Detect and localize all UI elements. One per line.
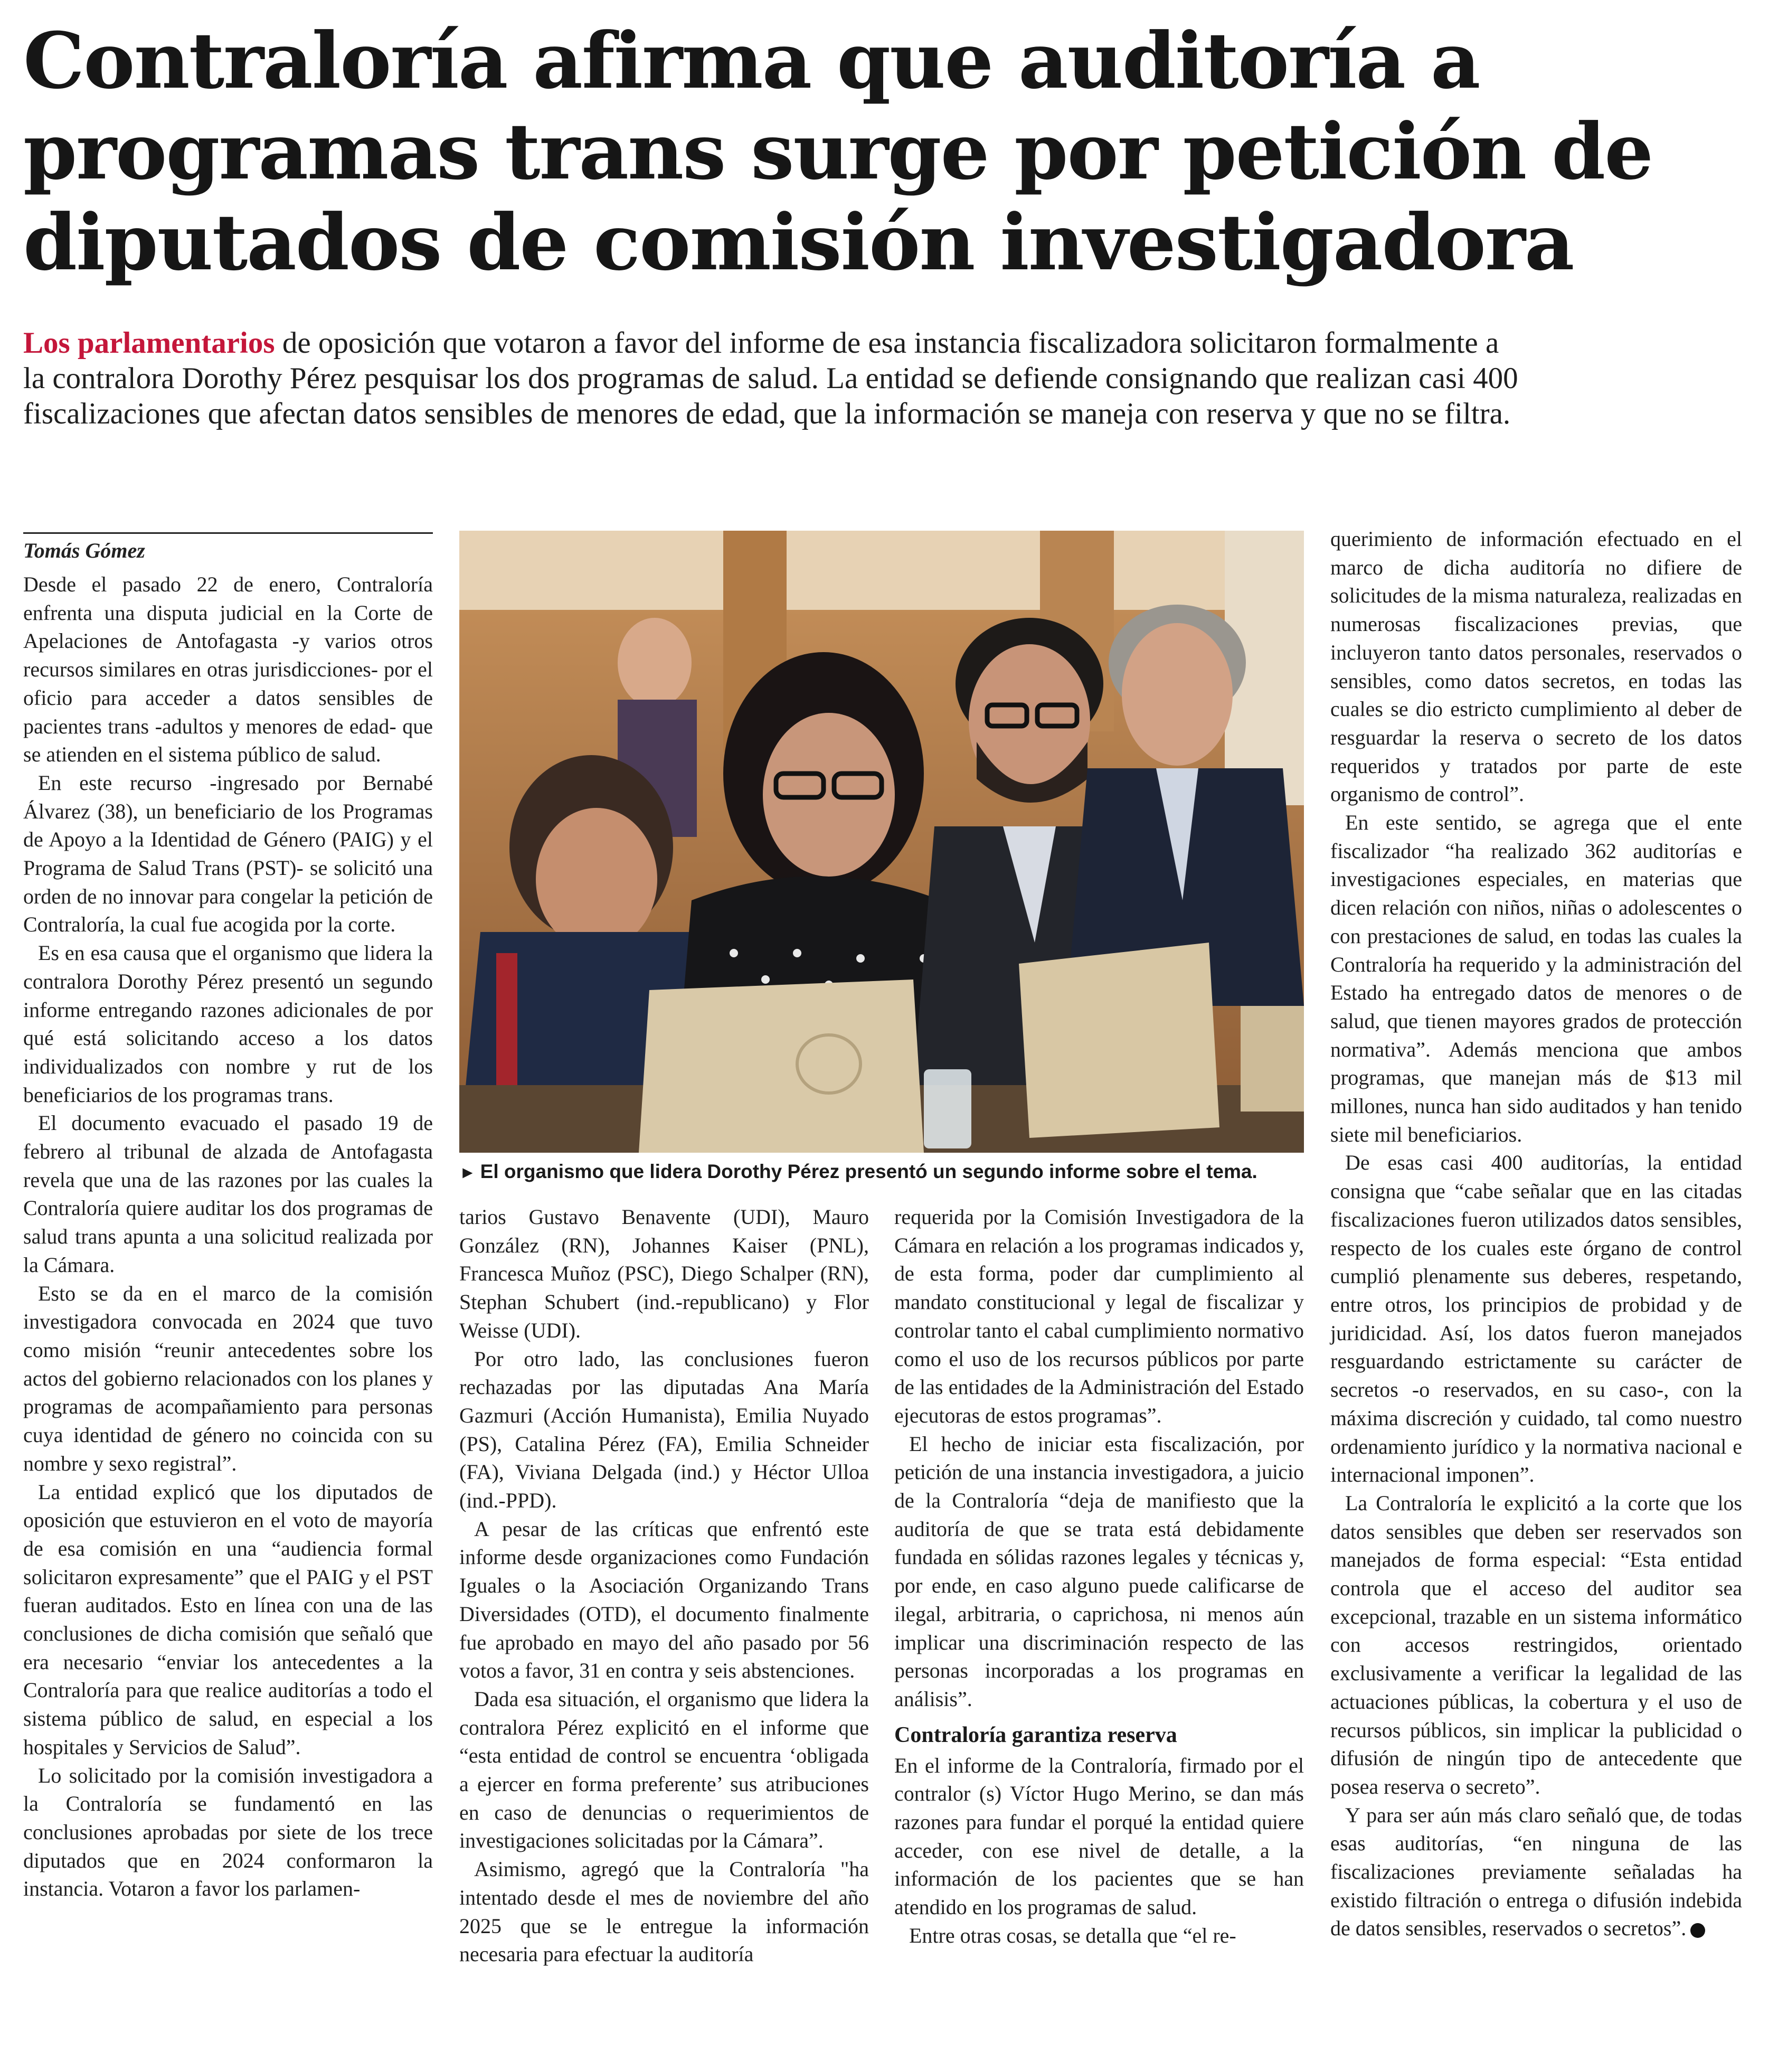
paragraph: Dada esa situación, el organismo que lidera la contralora Pérez explicitó en el informe que “esta entidad de control se encuentra ‘obligada a ejercer en forma preferente’ sus atribuciones en caso de denuncias o requerimientos de investigaciones solicitadas por la Cámara”. [459,1687,869,1853]
news-photo [459,531,1304,1153]
photo-illustration [459,531,1304,1153]
paragraph: requerida por la Comisión Investigadora de la Cámara en relación a los programas indicados y, de esta forma, poder dar cumplimiento al mandato constitucional y legal de fiscalizar y controlar tanto el cabal cumplimiento normativo como el uso de los recursos públicos por parte de las entidades de la Administración del Estado ejecutoras de estos programas”. [894,1205,1304,1427]
paragraph: El hecho de iniciar esta fiscalización, por petición de una instancia investigadora, a juicio de la Contraloría “deja de manifiesto que la auditoría de que se trata está debidamente fundada en sólidas razones legales y técnicas y, por ende, en caso alguno puede calificarse de ilegal, arbitraria, o caprichosa, ni menos aún implicar una discriminación respecto de las personas incorporadas a los programas en análisis”. [894,1431,1304,1711]
paragraph: La Contraloría le explicitó a la corte que los datos sensibles que deben ser reservados son manejados de forma especial: “Esta entidad controla que el acceso del auditor sea excepcional, trazable en un sistema informático con accesos restringidos, orientado exclusivamente a verificar la legalidad de las actuaciones públicas, la cobertura y el uso de recursos públicos, sin implicar la publicidad o difusión de ningún tipo de antecedente que posea reserva o secreto”. [1330,1491,1742,1798]
column-4 [1330,525,1742,1943]
column-2 [459,1203,869,1969]
paragraph: La entidad explicó que los diputados de oposición que estuvieron en el voto de mayoría de esa comisión en una “audiencia formal solicitaron expresamente” que el PAIG y el PST fueran auditados. Esto en línea con una de las conclusiones de dicha comisión que señaló que era necesario “enviar los antecedentes a la Contraloría para que realice auditorías a todo el sistema público de salud, en especial a los hospitales y Servicios de Salud”. [23,1480,433,1759]
paragraph-text: Y para ser aún más claro señaló que, de todas esas auditorías, “en ninguna de las fiscalizaciones previamente señaladas ha existido filtración o entrega o difusión indebida de datos sensibles, reservados o secretos”. [1330,1803,1742,1941]
paragraph: A pesar de las críticas que enfrentó este informe desde organizaciones como Fundación Iguales o la Asociación Organizando Trans Diversidades (OTD), el documento finalmente fue aprobado en mayo del año pasado por 56 votos a favor, 31 en contra y seis abstenciones. [459,1517,869,1683]
column-3 [894,1203,1304,1950]
lead-line [23,325,1760,361]
section-subheading: Contraloría garantiza reserva [894,1722,1177,1747]
lead-line: la contralora Dorothy Pérez pesquisar los dos programas de salud. La entidad se defiende consignando que realizan casi 400 [23,362,1518,395]
lead-line: fiscalizaciones que afectan datos sensibles de menores de edad, que la información se maneja con reserva y que no se filtra. [23,397,1511,430]
paragraph: Es en esa causa que el organismo que lidera la contralora Dorothy Pérez presentó un segundo informe entregando razones adicionales de por qué está solicitando acceso a los datos individualizados con nombre y rut de los beneficiarios de los programas trans. [23,941,433,1107]
caption-triangle-icon: ► [459,1163,476,1182]
byline-rule [23,532,433,534]
headline-line: diputados de comisión investigadora [23,197,1574,288]
paragraph: Lo solicitado por la comisión investigadora a la Contraloría se fundamentó en las conclusiones aprobadas por siete de los trece diputados que en 2024 conformaron la instancia. Votaron a favor los parlamen- [23,1763,433,1901]
paragraph: El documento evacuado el pasado 19 de febrero al tribunal de alzada de Antofagasta revela que una de las razones por las cuales la Contraloría quiere auditar los dos programas de salud trans apunta a una solicitud realizada por la Cámara. [23,1111,433,1277]
headline-line: programas trans surge por petición de [23,107,1653,197]
lead-kicker: Los parlamentarios [23,326,275,360]
paragraph: Esto se da en el marco de la comisión investigadora convocada en 2024 que tuvo como misión “reunir antecedentes sobre los actos del gobierno relacionados con los planes y programas de acompañamiento para personas cuya identidad de género no coincida con su nombre y sexo registral”. [23,1281,433,1475]
paragraph: En este recurso -ingresado por Bernabé Álvarez (38), un beneficiario de los Programas de Apoyo a la Identidad de Género (PAIG) y el Programa de Salud Trans (PST)- se solicitó una orden de no innovar para congelar la petición de Contraloría, la cual fue acogida por la corte. [23,770,433,937]
photo-caption [459,1160,1304,1184]
lead-paragraph [23,325,1760,431]
paragraph: De esas casi 400 auditorías, la entidad consigna que “cabe señalar que en las citadas fiscalizaciones fueron utilizados datos sensibles, respecto de los cuales este órgano de control cumplió plenamente sus deberes, respetando, entre otros, los principios de probidad y de juridicidad. Así, los datos fueron manejados resguardando estrictamente su carácter de secretos -o reservados, en su caso-, con la máxima discreción y cuidado, tal como nuestro ordenamiento jurídico y la normativa nacional e internacional imponen”. [1330,1151,1742,1487]
paragraph: Entre otras cosas, se detalla que “el re- [909,1923,1236,1947]
headline [23,16,1755,288]
end-of-article-icon [1690,1923,1705,1938]
paragraph [1330,1801,1742,1943]
paragraph: Por otro lado, las conclusiones fueron rechazadas por las diputadas Ana María Gazmuri (Acción Humanista), Emilia Nuyado (PS), Catalina Pérez (FA), Emilia Schneider (FA), Viviana Delgada (ind.) y Héctor Ulloa (ind.-PPD). [459,1346,869,1513]
paragraph: Asimismo, agregó que la Contraloría "ha intentado desde el mes de noviembre del año 2025 que se le entregue la información necesaria para efectuar la auditoría [459,1857,869,1966]
lead-line1-rest: de oposición que votaron a favor del informe de esa instancia fiscalizadora solicitaron formalmente a [275,326,1499,360]
paragraph: Desde el pasado 22 de enero, Contraloría enfrenta una disputa judicial en la Corte de Apelaciones de Antofagasta -y varios otros recursos similares en otras jurisdicciones- por el oficio para acceder a datos sensibles de pacientes trans -adultos y menores de edad- que se atienden en el sistema público de salud. [23,572,433,767]
column-1 [23,570,433,1903]
paragraph: querimiento de información efectuado en el marco de dicha auditoría no difiere de solicitudes de la misma naturaleza, realizadas en numerosas fiscalizaciones previas, que incluyeron tanto datos personales, reservados o sensibles, como datos secretos, en todas las cuales se dio estricto cumplimiento al deber de resguardar la reserva o secreto de los datos requeridos y tratados por parte de este organismo de control”. [1330,527,1742,806]
paragraph: En el informe de la Contraloría, firmado por el contralor (s) Víctor Hugo Merino, se dan más razones para fundar el porqué la entidad quiere acceder, con ese nivel de detalle, a la información de los pacientes que se han atendido en los programas de salud. [894,1753,1304,1919]
byline: Tomás Gómez [23,539,145,562]
paragraph: tarios Gustavo Benavente (UDI), Mauro González (RN), Johannes Kaiser (PNL), Francesca Muñoz (PSC), Diego Schalper (RN), Stephan Schubert (ind.-republicano) y Flor Weisse (UDI). [459,1205,869,1342]
headline-line: Contraloría afirma que auditoría a [23,16,1480,106]
paragraph: En este sentido, se agrega que el ente fiscalizador “ha realizado 362 auditorías e investigaciones especiales, en materias que dicen relación con niños, niñas o adolescentes o con prestaciones de salud, en todas las cuales la Contraloría ha requerido y la administración del Estado ha entregado datos de menores o de salud, que tienen mayores grados de protección normativa”. Además menciona que ambos programas, que manejan más de $13 mil millones, nunca han sido auditados y han tenido siete mil beneficiarios. [1330,811,1742,1146]
photo-caption-text: El organismo que lidera Dorothy Pérez presentó un segundo informe sobre el tema. [480,1161,1257,1182]
